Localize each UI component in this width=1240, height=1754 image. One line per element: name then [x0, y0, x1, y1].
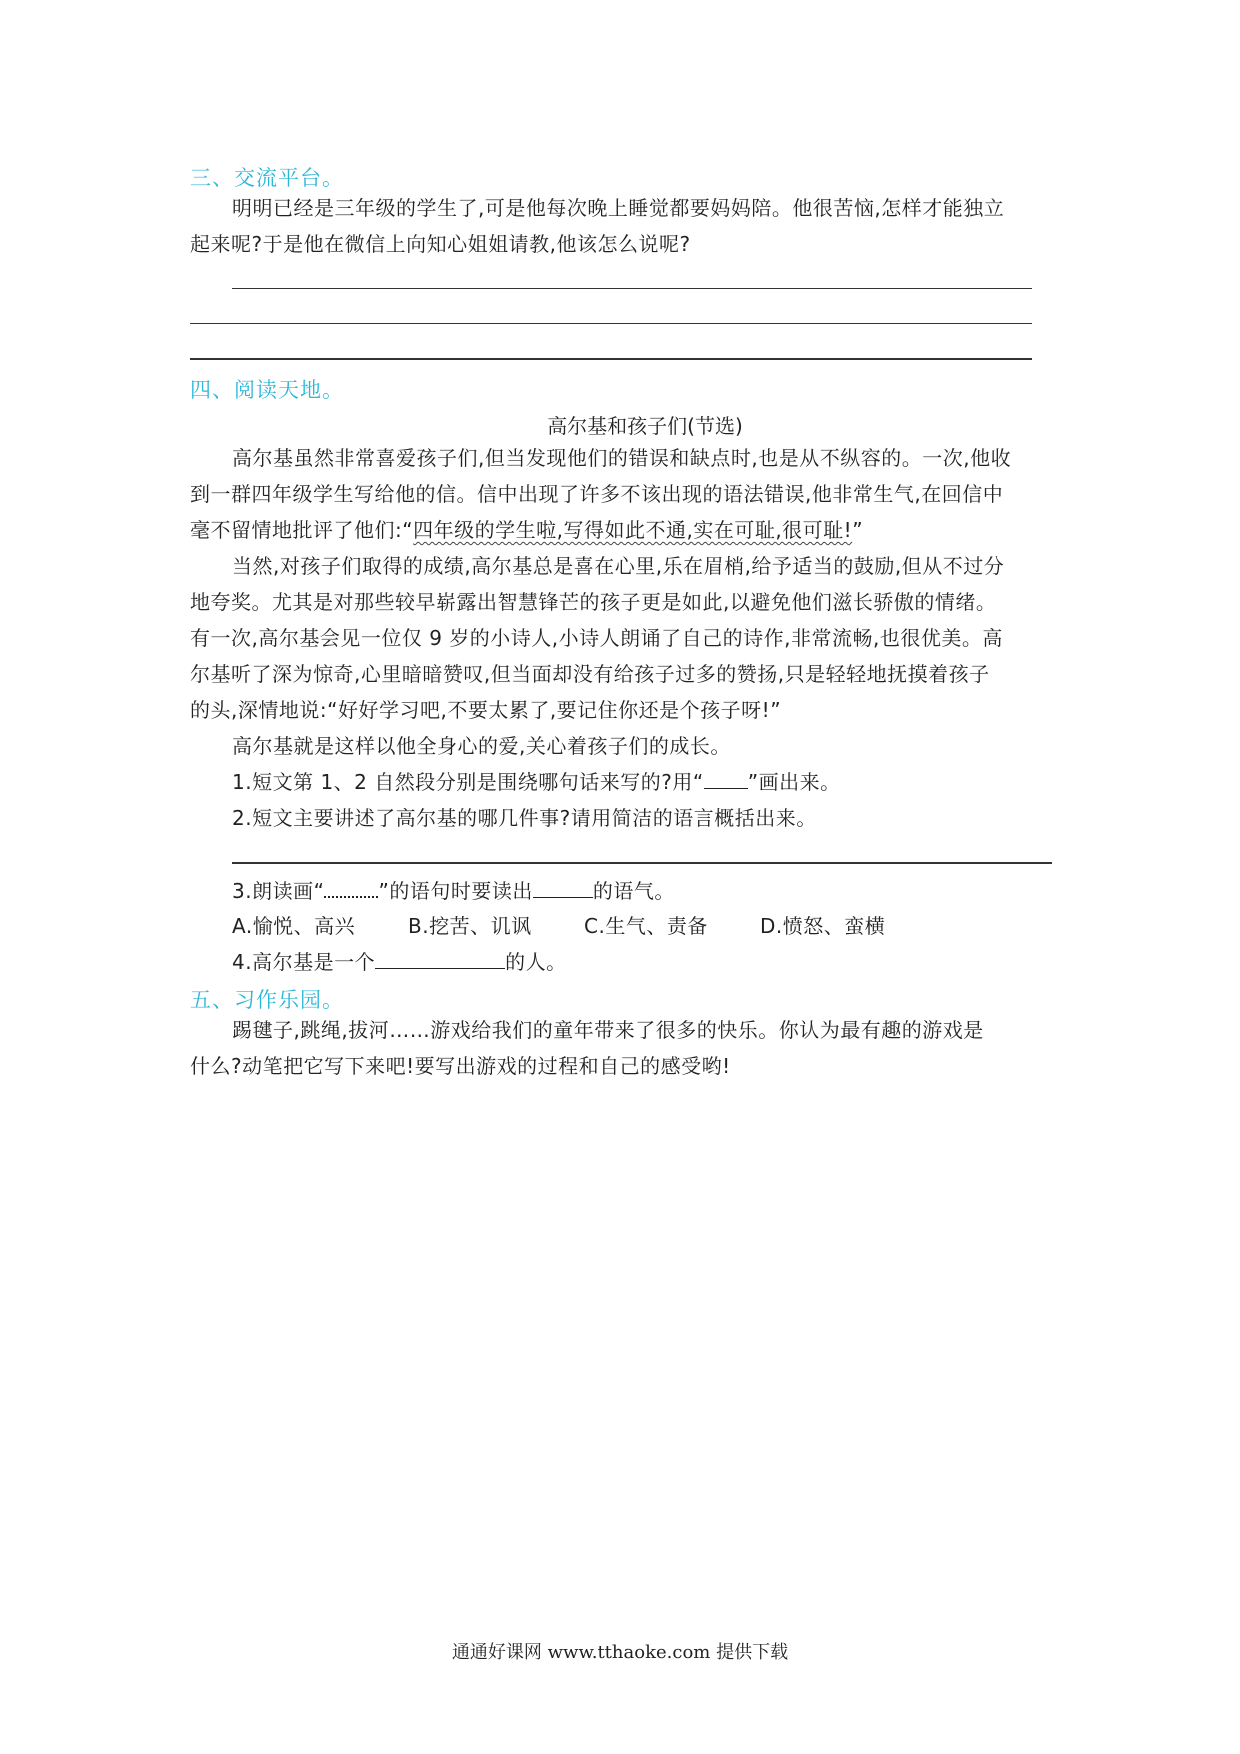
passage-p2-line2: 地夸奖。尤其是对那些较早崭露出智慧锋芒的孩子更是如此,以避免他们滋长骄傲的情绪。 — [190, 590, 997, 614]
passage-p1-line1: 高尔基虽然非常喜爱孩子们,但当发现他们的错误和缺点时,也是从不纵容的。一次,他收 — [232, 446, 1012, 470]
passage-p1-line3-prefix: 毫不留情地批评了他们:“ — [190, 518, 414, 542]
section3-paragraph-line2: 起来呢?于是他在微信上向知心姐姐请教,他该怎么说呢? — [190, 232, 691, 256]
passage-title: 高尔基和孩子们(节选) — [547, 414, 743, 438]
section5-paragraph-line2: 什么?动笔把它写下来吧!要写出游戏的过程和自己的感受哟! — [190, 1054, 731, 1078]
question-1-blank — [704, 770, 748, 789]
section5-heading: 五、习作乐园。 — [190, 988, 344, 1012]
section3-paragraph-line1: 明明已经是三年级的学生了,可是他每次晚上睡觉都要妈妈陪。他很苦恼,怎样才能独立 — [232, 196, 1005, 220]
question-1-suffix: ”画出来。 — [747, 770, 841, 794]
option-b[interactable]: B.挖苦、讥讽 — [408, 914, 532, 938]
question-3-prefix: 3.朗读画“ — [232, 879, 325, 903]
option-c[interactable]: C.生气、责备 — [584, 914, 708, 938]
passage-p2-line5: 的头,深情地说:“好好学习吧,不要太累了,要记住你还是个孩子呀!” — [190, 698, 782, 722]
wavy-underlined-sentence: 四年级的学生啦,写得如此不通,实在可耻,很可耻! — [413, 518, 853, 542]
option-d[interactable]: D.愤怒、蛮横 — [760, 914, 886, 938]
question-3-dotted-marker — [324, 878, 378, 898]
question-4-prefix: 4.高尔基是一个 — [232, 950, 376, 974]
passage-p3-line1: 高尔基就是这样以他全身心的爱,关心着孩子们的成长。 — [232, 734, 731, 758]
question-3-options — [232, 914, 885, 938]
answer-line-3[interactable] — [190, 358, 1032, 360]
passage-p1-line3-suffix: ” — [852, 518, 864, 542]
option-a[interactable]: A.愉悦、高兴 — [232, 914, 356, 938]
passage-p2-line4: 尔基听了深为惊奇,心里暗暗赞叹,但当面却没有给孩子过多的赞扬,只是轻轻地抚摸着孩子 — [190, 662, 990, 686]
answer-line-1[interactable] — [232, 288, 1032, 289]
question-2: 2.短文主要讲述了高尔基的哪几件事?请用简洁的语言概括出来。 — [232, 806, 817, 830]
question-4-blank[interactable] — [375, 950, 505, 969]
passage-p1-line3 — [190, 518, 863, 542]
passage-p1-line2: 到一群四年级学生写给他的信。信中出现了许多不该出现的语法错误,他非常生气,在回信中 — [190, 482, 1004, 506]
answer-line-2[interactable] — [190, 323, 1032, 324]
question-3-middle: ”的语句时要读出 — [378, 879, 533, 903]
question-4-suffix: 的人。 — [505, 950, 567, 974]
question-3 — [232, 878, 675, 903]
section4-heading: 四、阅读天地。 — [190, 378, 344, 402]
question-1 — [232, 770, 841, 794]
question-3-suffix: 的语气。 — [592, 879, 675, 903]
question-4 — [232, 950, 567, 974]
passage-p2-line1: 当然,对孩子们取得的成绩,高尔基总是喜在心里,乐在眉梢,给予适当的鼓励,但从不过分 — [232, 554, 1005, 578]
section5-paragraph-line1: 踢毽子,跳绳,拔河……游戏给我们的童年带来了很多的快乐。你认为最有趣的游戏是 — [232, 1018, 984, 1042]
passage-p2-line3: 有一次,高尔基会见一位仅 9 岁的小诗人,小诗人朗诵了自己的诗作,非常流畅,也很优美。高 — [190, 626, 1003, 650]
footer-source: 通通好课网 www.tthaoke.com 提供下载 — [451, 1642, 789, 1663]
section3-heading: 三、交流平台。 — [190, 166, 344, 190]
question-1-prefix: 1.短文第 1、2 自然段分别是围绕哪句话来写的?用“ — [232, 770, 704, 794]
question-2-answer-line[interactable] — [232, 862, 1052, 864]
question-3-blank[interactable] — [533, 879, 593, 898]
